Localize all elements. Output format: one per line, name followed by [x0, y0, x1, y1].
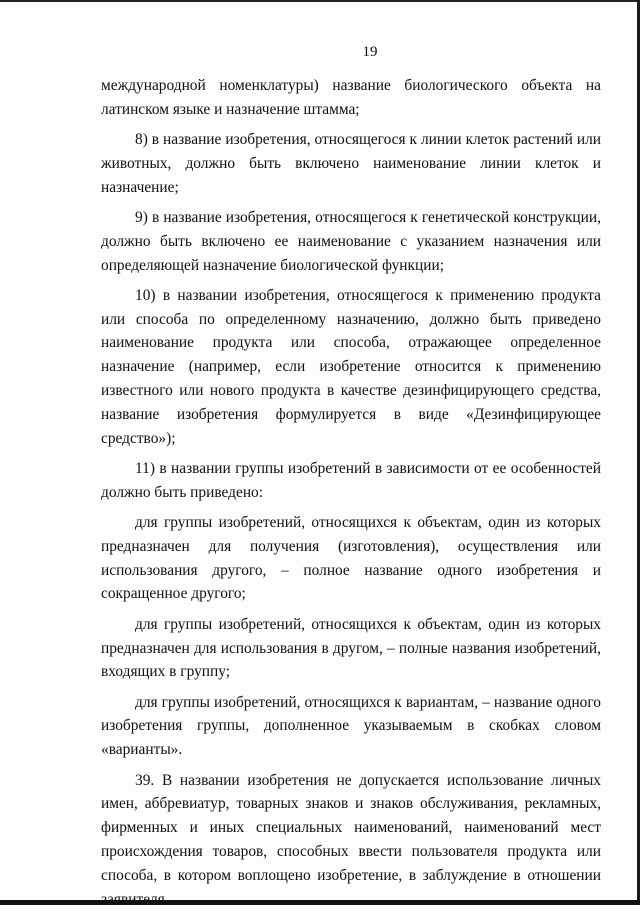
paragraph-group-variants: для группы изобретений, относящихся к вариантам, – название одного изобретения группы, дополненное указываемым в скобках словом «варианты». [101, 693, 601, 759]
scan-border-top [0, 0, 640, 2]
page-number: 19 [362, 44, 378, 60]
paragraph-continuation: международной номенклатуры) название биологического объекта на латинском языке и назначение штамма; [101, 77, 601, 118]
document-body [101, 74, 601, 911]
paragraph-section-39: 39. В названии изобретения не допускается использование личных имен, аббревиатур, товарных знаков и знаков обслуживания, рекламных, фирменных и иных специальных наименований, наименований мест происхождения товаров, способных ввести пользователя продукта или способа, в котором воплощено изобретение, в заблуждение в отношении заявителя [101, 771, 601, 908]
paragraph-item-8: 8) в название изобретения, относящегося к линии клеток растений или животных, должно быть включено наименование линии клеток и назначение; [101, 131, 601, 196]
paragraph-group-production: для группы изобретений, относящихся к объектам, один из которых предназначен для получения (изготовления), осуществления или использования другого, – полное название одного изобретения и сокращенное другого; [101, 514, 601, 603]
paragraph-item-10: 10) в названии изобретения, относящегося к применению продукта или способа по определенному назначению, должно быть приведено наименование продукта или способа, отражающее определенное назначение (например, если изобретение относится к применению известного или нового продукта в качестве дезинфицирующего средства, название изобретения формулируется в виде «Дезинфицирующее средство»); [101, 286, 601, 447]
paragraph-item-11: 11) в названии группы изобретений в зависимости от ее особенностей должно быть приведено: [101, 459, 601, 501]
paragraph-item-9: 9) в название изобретения, относящегося к генетической конструкции, должно быть включено ее наименование с указанием назначения или определяющей назначение биологической функции; [101, 208, 601, 274]
paragraph-group-usage: для группы изобретений, относящихся к объектам, один из которых предназначен для использования в другом, – полные названия изобретений, входящих в группу; [101, 615, 601, 681]
